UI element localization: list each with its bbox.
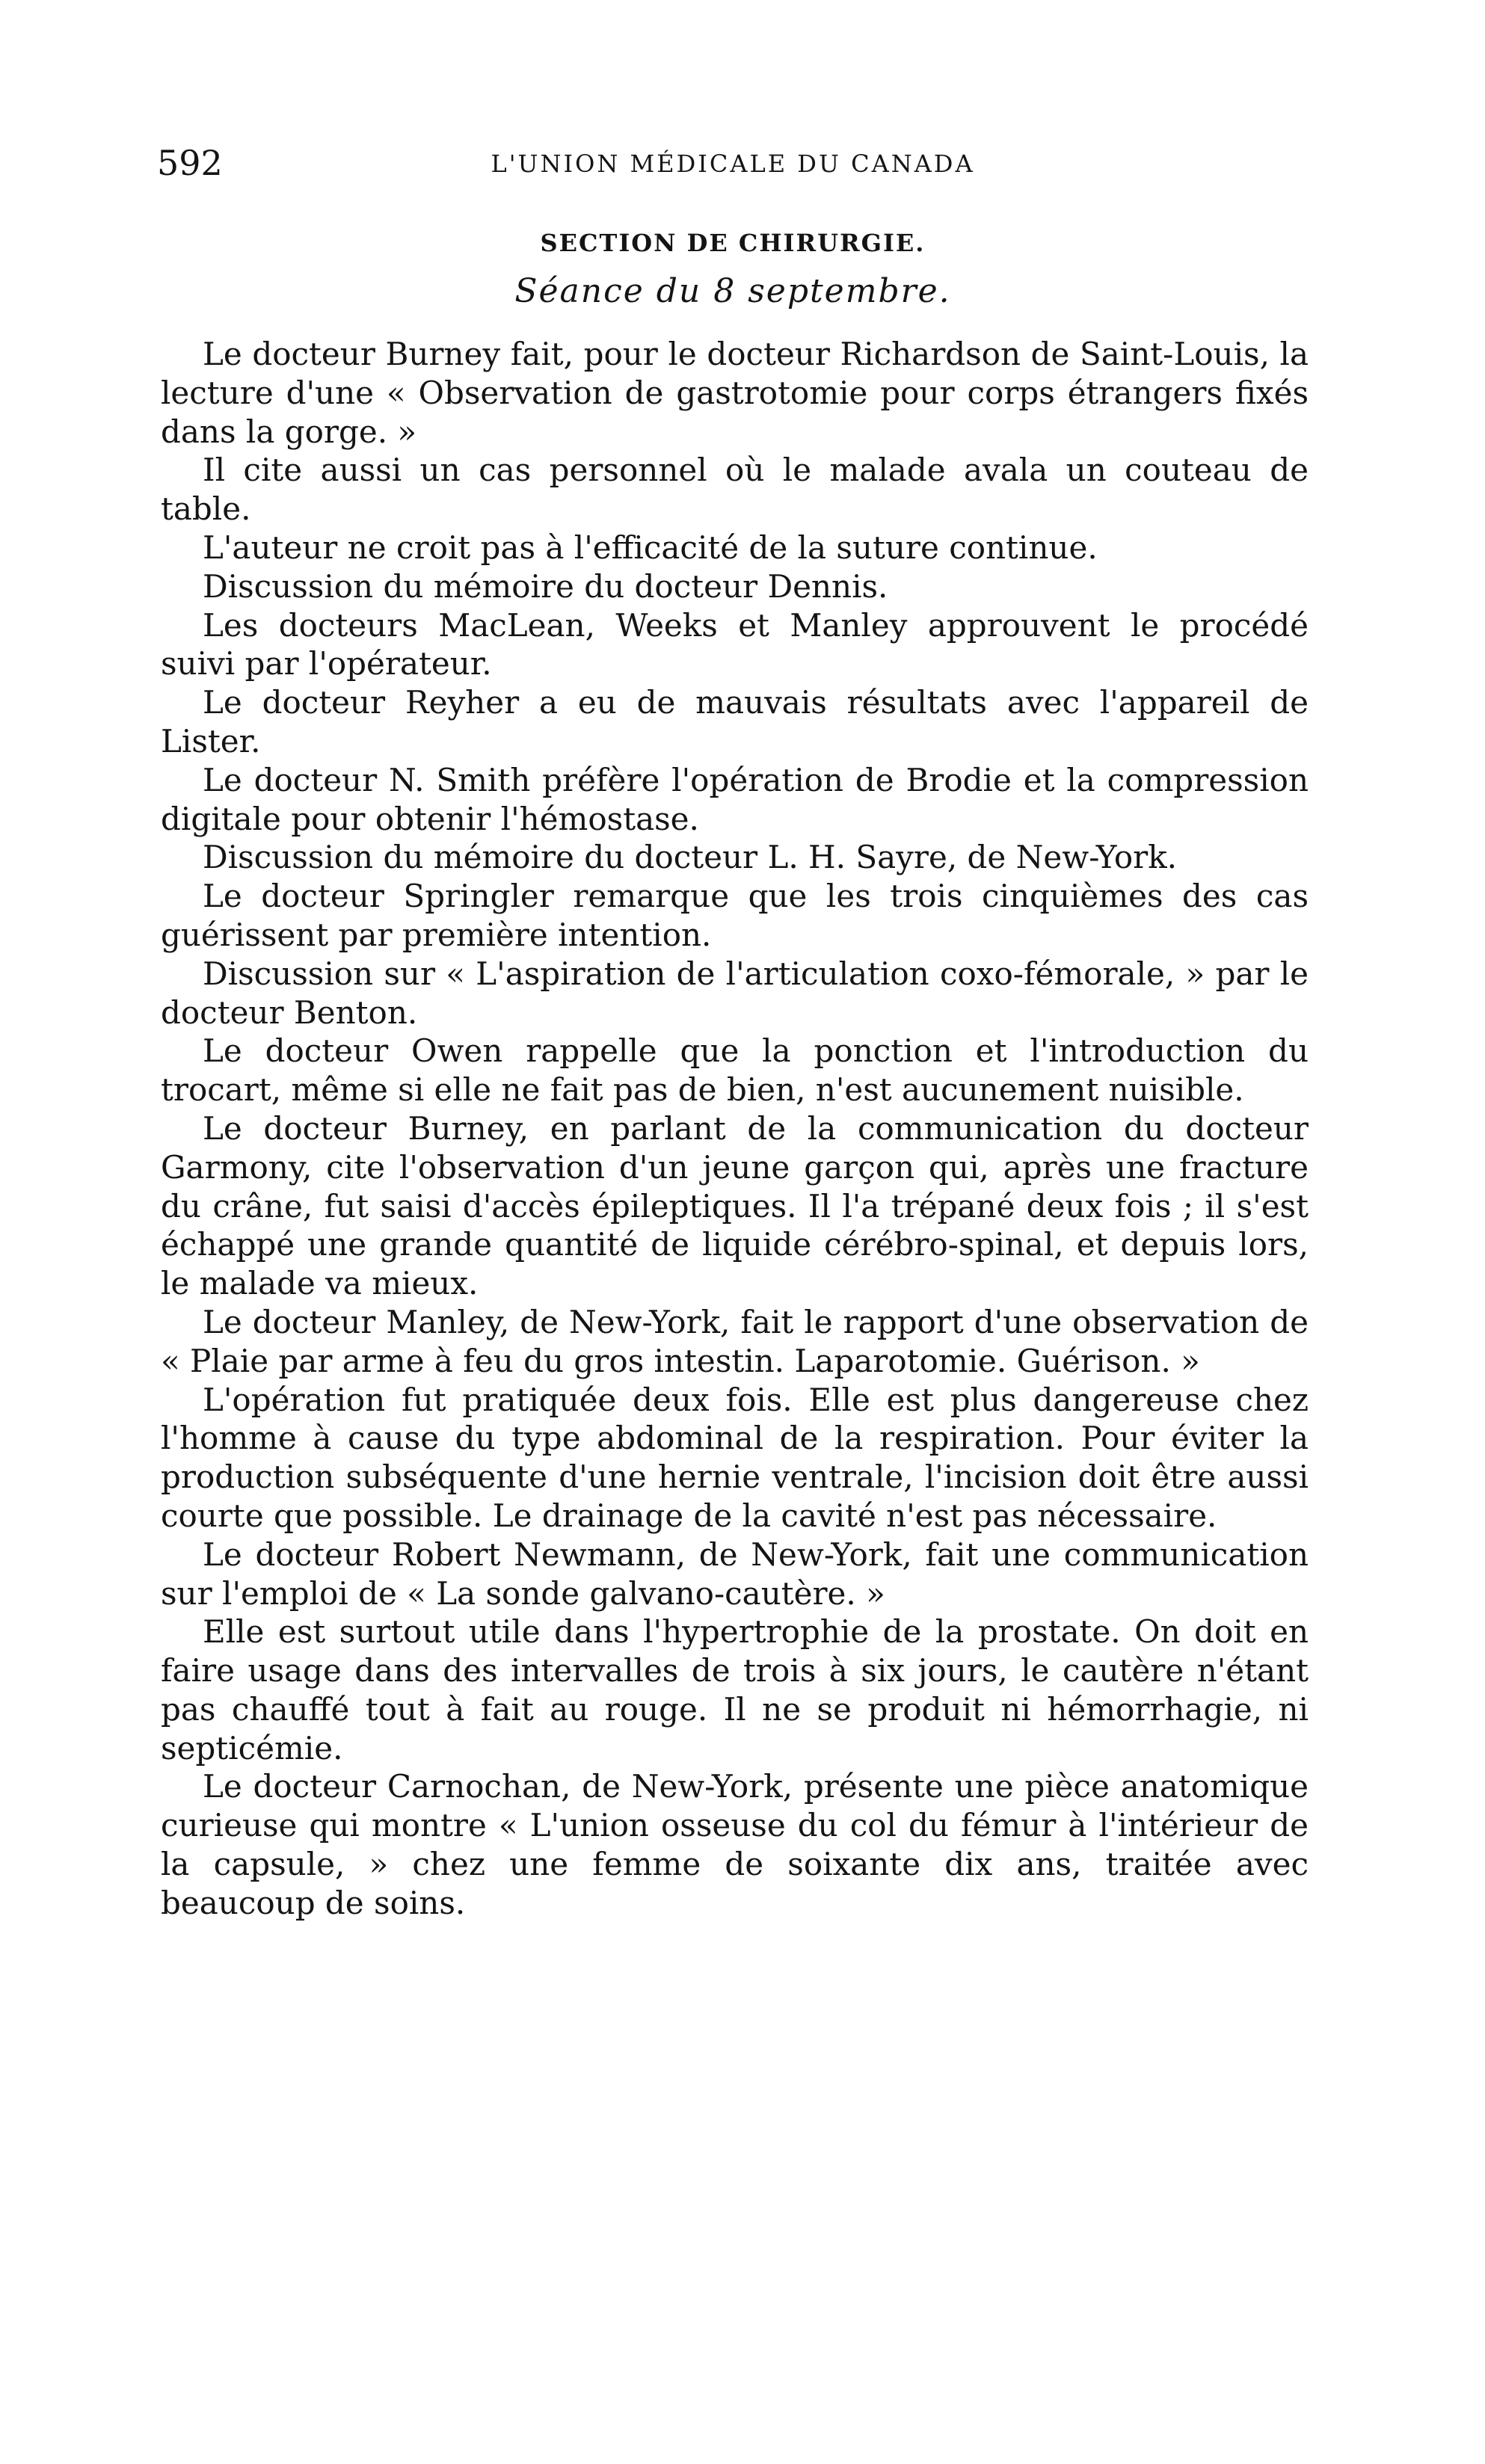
page-header bbox=[157, 141, 1309, 193]
paragraph: Le docteur Manley, de New-York, fait le rapport d'une observation de « Plaie par arme à feu du gros intestin. Laparotomie. Guérison. » bbox=[161, 1303, 1309, 1379]
paragraph: Le docteur Carnochan, de New-York, présente une pièce anatomique curieuse qui montre « L'union osseuse du col du fémur à l'intérieur de la capsule, » chez une femme de soixante dix ans, traitée avec beaucoup de soins. bbox=[161, 1768, 1309, 1921]
paragraph: Le docteur Springler remarque que les trois cinquièmes des cas guérissent par première intention. bbox=[161, 878, 1309, 953]
paragraph: L'auteur ne croit pas à l'efficacité de la suture continue. bbox=[203, 529, 1098, 566]
running-title: L'UNION MÉDICALE DU CANADA bbox=[491, 150, 975, 178]
paragraph: Le docteur Burney, en parlant de la communication du docteur Garmony, cite l'observation d'un jeune garçon qui, après une fracture du crâne, fut saisi d'accès épileptiques. Il l'a trépané deux fois ; il s'est échappé une grande quantité de liquide cérébro-spinal, et depuis lors, le malade va mieux. bbox=[161, 1109, 1309, 1302]
paragraph: Le docteur Robert Newmann, de New-York, fait une communication sur l'emploi de « La sonde galvano-cautère. » bbox=[161, 1536, 1309, 1612]
paragraph: Le docteur Reyher a eu de mauvais résultats avec l'appareil de Lister. bbox=[161, 684, 1309, 760]
session-date: Séance du 8 septembre. bbox=[514, 272, 951, 310]
paragraph: L'opération fut pratiquée deux fois. Elle est plus dangereuse chez l'homme à cause du type abdominal de la respiration. Pour éviter la production subséquente d'une hernie ventrale, l'incision doit être aussi courte que possible. Le drainage de la cavité n'est pas nécessaire. bbox=[161, 1381, 1309, 1534]
paragraph: Elle est surtout utile dans l'hypertrophie de la prostate. On doit en faire usage dans des intervalles de trois à six jours, le cautère n'étant pas chauffé tout à fait au rouge. Il ne se produit ni hémorrhagie, ni septicémie. bbox=[161, 1613, 1309, 1767]
paragraph: Le docteur N. Smith préfère l'opération de Brodie et la compression digitale pour obtenir l'hémostase. bbox=[161, 761, 1309, 837]
paragraph: Discussion du mémoire du docteur L. H. Sayre, de New-York. bbox=[203, 839, 1178, 876]
paragraph: Le docteur Burney fait, pour le docteur Richardson de Saint-Louis, la lecture d'une « Observation de gastrotomie pour corps étrangers fixés dans la gorge. » bbox=[161, 336, 1309, 450]
paragraph: Discussion sur « L'aspiration de l'articulation coxo-fémorale, » par le docteur Benton. bbox=[161, 955, 1309, 1031]
paragraph: Le docteur Owen rappelle que la ponction et l'introduction du trocart, même si elle ne fait pas de bien, n'est aucunement nuisible. bbox=[161, 1032, 1309, 1109]
page-number: 592 bbox=[157, 143, 223, 183]
section-title: SECTION DE CHIRURGIE. bbox=[540, 229, 926, 257]
body-text bbox=[161, 335, 1309, 1923]
paragraph: Il cite aussi un cas personnel où le malade avala un couteau de table. bbox=[161, 452, 1309, 528]
paragraph: Discussion du mémoire du docteur Dennis. bbox=[203, 567, 888, 605]
paragraph: Les docteurs MacLean, Weeks et Manley approuvent le procédé suivi par l'opérateur. bbox=[161, 606, 1309, 683]
